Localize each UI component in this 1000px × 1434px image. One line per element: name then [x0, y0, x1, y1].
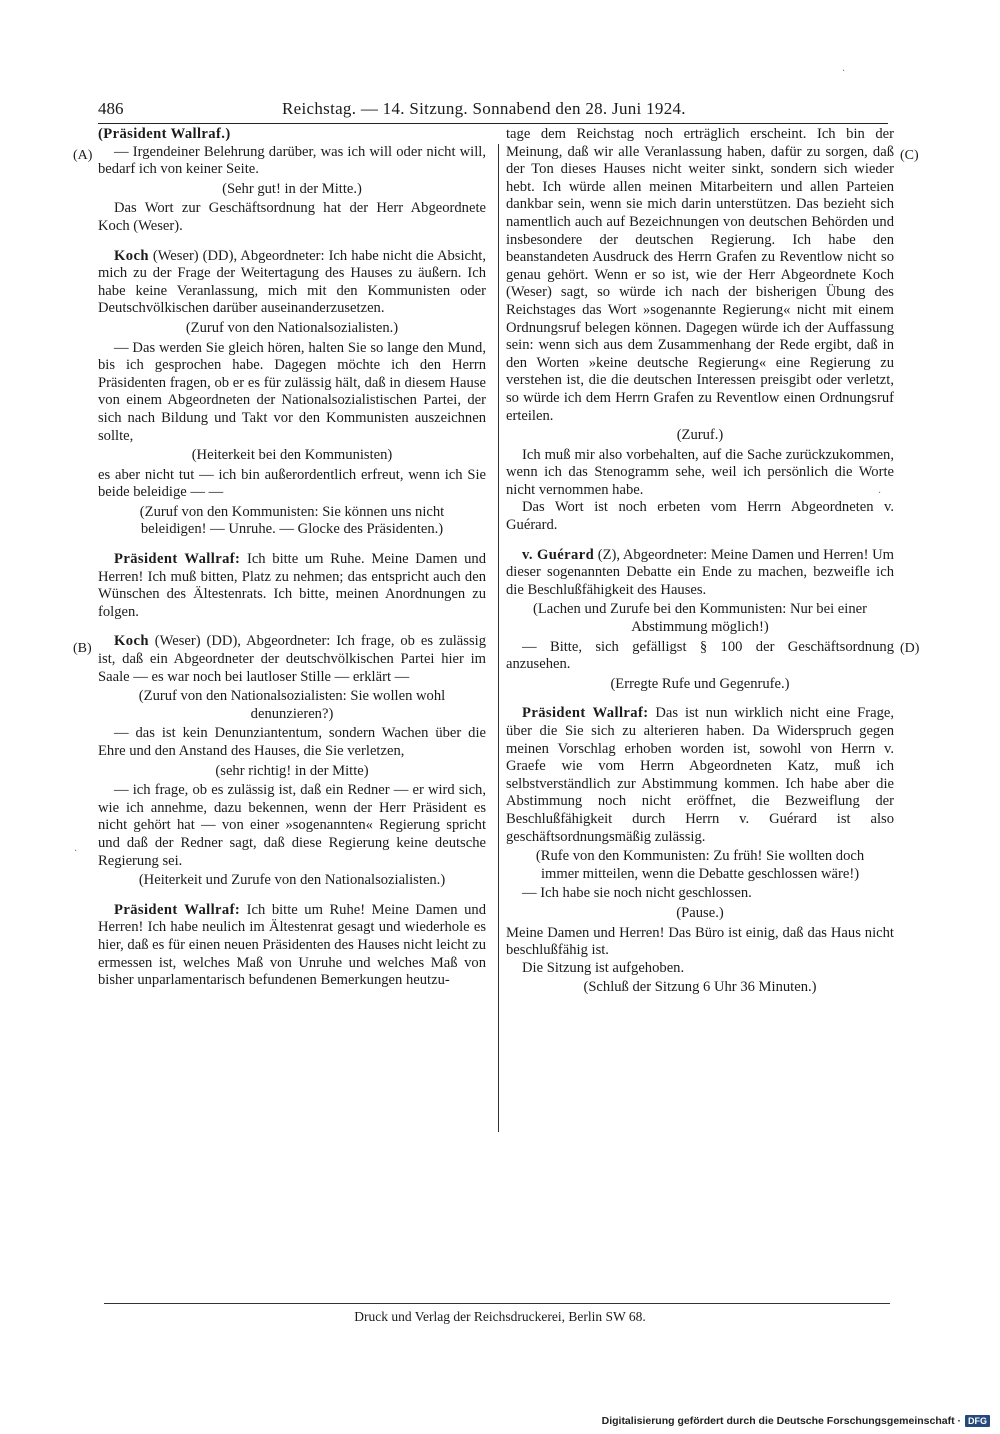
speech [98, 902, 486, 990]
speech-text: (Z), Abgeordneter: Meine Damen und Herren! Um dieser sogenannten Debatte ein Ende zu machen, bezweifle ich die Beschlußfähigkeit des Hauses. [506, 546, 894, 598]
interjection: (Zuruf.) [676, 427, 724, 444]
speaker-name: Präsident Wallraf: [114, 901, 241, 918]
page-header [98, 99, 888, 124]
interjection: (Sehr gut! in der Mitte.) [222, 180, 362, 197]
scan-speck: · [878, 488, 882, 499]
imprint: Druck und Verlag der Reichsdruckerei, Berlin SW 68. [354, 1309, 646, 1324]
interjection: (sehr richtig! in der Mitte) [215, 762, 369, 779]
speech [506, 705, 894, 846]
speech-text: (Weser) (DD), Abgeordneter: Ich frage, ob es zulässig ist, daß ein Abgeordneter der deutschvölkischen Partei hier im Saale — es war noch bei lautloser Stille — erklärt — [98, 633, 486, 685]
speaker-name: Präsident Wallraf: [522, 705, 649, 722]
footer-rule [104, 1303, 890, 1304]
page-number: 486 [98, 99, 124, 118]
speaker-name: Koch [114, 633, 149, 650]
interjection: (Zuruf von den Kommunisten: Sie können uns nicht beleidigen! — Unruhe. — Glocke des Präsidenten.) [139, 503, 445, 538]
speech-text: Das ist nun wirklich nicht eine Frage, über die Sie sich zu alterieren haben. Da Widerspruch gegen meinen Vorschlag erhoben worden ist, sowohl von Herrn v. Graefe wie vom Herrn Abgeordneten Katz, muß ich selbstverständlich zur Abstimmung kommen. Ich habe aber die Abstimmung noch nicht eröffnet, die Bezweiflung der Beschlußfähigkeit durch Herrn v. Guérard ist also geschäftsordnungsmäßig zulässig. [506, 705, 894, 845]
paragraph: Meine Damen und Herren! Das Büro ist einig, daß das Haus nicht beschlußfähig ist. [506, 924, 894, 959]
interjection: (Erregte Rufe und Gegenrufe.) [610, 675, 790, 692]
digitization-text: Digitalisierung gefördert durch die Deutsche Forschungsgemeinschaft · [601, 1415, 961, 1427]
interjection: (Heiterkeit bei den Kommunisten) [191, 447, 393, 464]
dfg-logo: DFG [965, 1415, 990, 1427]
paragraph: — Das werden Sie gleich hören, halten Sie so lange den Mund, bis ich gesprochen habe. Dagegen möchte ich den Herrn Präsidenten fragen, ob er es für zulässig hält, daß in diesem Hause von einem Abgeordneten der Nationalsozialistischen Partei, der sich nach Bildung und Takt vor den Kommunisten auszeichnen sollte, [98, 339, 486, 444]
paragraph: — Ich habe sie noch nicht geschlossen. [522, 885, 752, 902]
speech-text: Ich bitte um Ruhe. Meine Damen und Herren! Ich muß bitten, Platz zu nehmen; das entspricht auch den Wünschen des Ältestenrats. Ich bitte, meinen Anordnungen zu folgen. [98, 551, 487, 620]
margin-marker-d: (D) [900, 641, 920, 656]
interjection: (Heiterkeit und Zurufe von den Nationalsozialisten.) [138, 872, 446, 889]
speech [98, 633, 486, 686]
paragraph: Das Wort ist noch erbeten vom Herrn Abgeordneten v. Guérard. [506, 499, 894, 534]
speech [98, 248, 486, 318]
speaker-continuation: (Präsident Wallraf.) [98, 126, 231, 142]
running-title: Reichstag. — 14. Sitzung. Sonnabend den 28. Juni 1924. [282, 99, 686, 118]
speaker-name: v. Guérard [522, 546, 595, 563]
speech [98, 551, 486, 621]
paragraph: Ich muß mir also vorbehalten, auf die Sache zurückzukommen, wenn ich das Stenogramm sehe, weil ich persönlich die Worte nicht vernommen habe. [506, 446, 894, 498]
interjection: (Zuruf von den Nationalsozialisten.) [185, 319, 399, 336]
left-column [98, 126, 486, 990]
margin-marker-b: (B) [73, 641, 92, 656]
right-column [506, 126, 894, 999]
speech [506, 547, 894, 600]
interjection: (Zuruf von den Nationalsozialisten: Sie wollen wohl denunzieren?) [138, 688, 446, 722]
scan-speck: · [842, 66, 846, 77]
paragraph: — Irgendeiner Belehrung darüber, was ich will oder nicht will, bedarf ich von keiner Seite. [98, 143, 486, 178]
paragraph: tage dem Reichstag noch erträglich erscheint. Ich bin der Meinung, daß wir alle Veranlassung haben, dafür zu sorgen, daß der Ton dieses Hauses nicht weiter sinkt, sondern sich wieder hebt. Ich würde allen meinen Mitarbeitern und allen Parteien dankbar sein, wenn sie mich darin unterstützen. Das bezieht sich namentlich auch auf Bezeichnungen von deutschen Behörden und insbesondere der deutschen Regierung. Ich habe den beanstandeten Ausdruck des Herrn Grafen zu Reventlow nicht so genau gehört. Wenn er so ist, wie der Herr Abgeordnete Koch (Weser) sagt, so würde ich nach der bisherigen Übung des Reichstages das Wort »sogenannte Regierung« nicht mit einem Ordnungsruf belegen können. Dagegen würde ich der Auffassung sein: wenn sich aus dem Zusammenhang der Rede ergibt, daß in den Worten »keine deutsche Regierung« eine Regierung zu verstehen ist, die die deutschen Interessen preisgibt oder verletzt, so würde ich dem Herrn Grafen zu Reventlow einen Ordnungsruf erteilen. [506, 126, 894, 424]
paragraph: Die Sitzung ist aufgehoben. [522, 959, 685, 976]
speaker-name: Koch [114, 247, 149, 264]
margin-marker-c: (C) [900, 148, 919, 163]
paragraph: Das Wort zur Geschäftsordnung hat der Herr Abgeordnete Koch (Weser). [98, 200, 486, 234]
paragraph: — Bitte, sich gefälligst § 100 der Geschäftsordnung anzusehen. [506, 638, 894, 673]
margin-marker-a: (A) [73, 148, 93, 163]
speech-text: (Weser) (DD), Abgeordneter: Ich habe nicht die Absicht, mich zu der Frage der Weitertagung des Hauses zu äußern. Ich habe keine Veranlassung, mich mit den Kommunisten oder Deutschvölkischen darüber auseinanderzusetzen. [98, 247, 486, 317]
scan-speck: · [74, 846, 78, 857]
interjection: (Pause.) [676, 904, 724, 921]
paragraph: es aber nicht tut — ich bin außerordentlich erfreut, wenn ich Sie beide beleidige — — [98, 466, 486, 501]
column-divider [498, 144, 499, 1132]
interjection: (Lachen und Zurufe bei den Kommunisten: Nur bei einer Abstimmung möglich!) [533, 601, 867, 636]
paragraph: — ich frage, ob es zulässig ist, daß ein Redner — er wird sich, wie ich annehme, dazu bekennen, wenn der Herr Präsident es nicht gehört hat — von einer »sogenannten« Regierung spricht und daß der Redner sagt, daß diese Regierung keine deutsche Regierung sei. [98, 782, 486, 869]
speaker-name: Präsident Wallraf: [114, 551, 241, 568]
session-close: (Schluß der Sitzung 6 Uhr 36 Minuten.) [583, 979, 817, 996]
digitization-credit [602, 1413, 990, 1429]
paragraph: — das ist kein Denunziantentum, sondern Wachen über die Ehre und den Anstand des Hauses, die Sie verletzen, [98, 725, 486, 759]
interjection: (Rufe von den Kommunisten: Zu früh! Sie wollten doch immer mitteilen, wenn die Debatte geschlossen wäre!) [535, 848, 865, 882]
speech-text: Ich bitte um Ruhe! Meine Damen und Herren! Ich habe neulich im Ältestenrat gesagt und wiederhole es hier, daß es für einen neuen Präsidenten des Hauses nicht leicht zu ermessen ist, welches Maß von Unruhe und welches Maß von bisher unparlamentarisch befundenen Bemerkungen heutzu- [98, 901, 486, 989]
